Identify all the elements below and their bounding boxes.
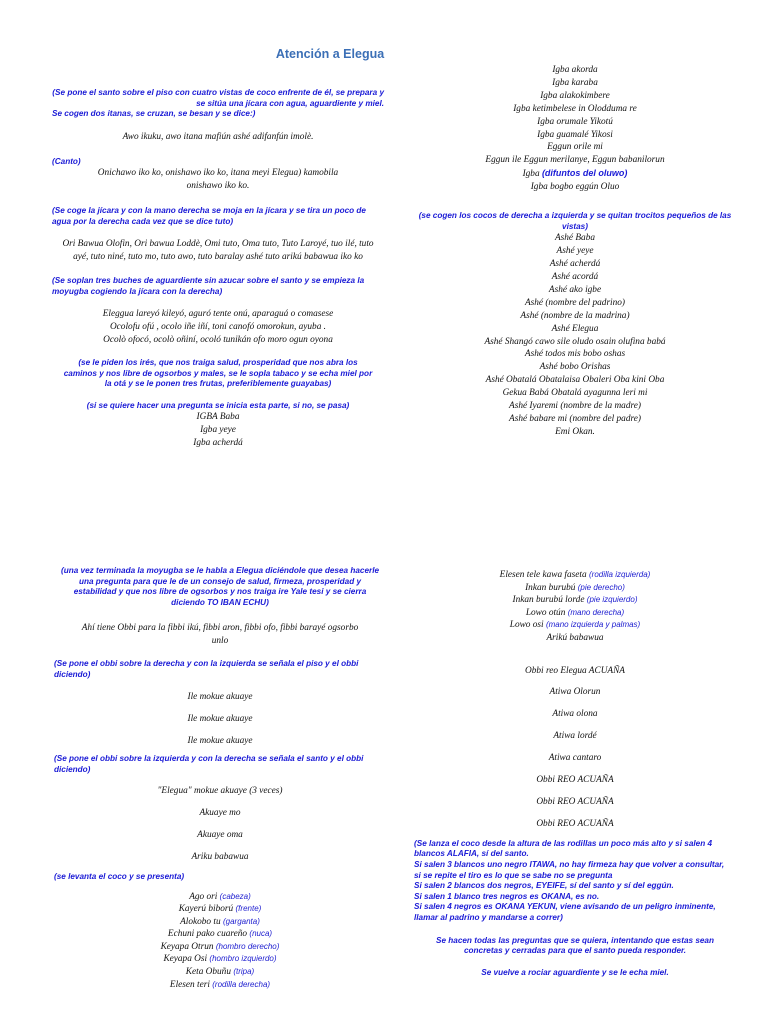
canto-note: (Canto) [52, 156, 81, 166]
igba-block-1 [52, 411, 384, 450]
body-term: Keyapa Otrun [160, 941, 214, 952]
difuntos-note: (difuntos del oluwo) [541, 168, 628, 179]
ile-line: Ile mokue akuaye [187, 692, 253, 703]
akuaye-line: Akuaye oma [197, 830, 243, 841]
soplan-note: (Se soplan tres buches de aguardiente sin azucar sobre el santo y se empieza la moyugba cogiendo la jícara con la derecha) [52, 276, 365, 296]
ashe-line: Ashé yeye [556, 246, 594, 257]
body-note: (cabeza) [219, 891, 251, 901]
body-term: Kayerú biború [178, 904, 234, 915]
body-term: Inkan burubú [525, 582, 576, 593]
igba-block-2 [410, 64, 740, 194]
body-line [54, 903, 386, 916]
rociar-note: Se vuelve a rociar aguardiente y se le echa miel. [481, 967, 669, 977]
akuaye-line: Akuaye mo [199, 808, 241, 819]
eleggua-block [52, 308, 384, 347]
body-term: Keyapa Osi [163, 954, 208, 965]
body-line [410, 619, 740, 632]
body-line [54, 891, 386, 904]
eleggua-line: Ocolofu ofú , ocolo iñe iñí, toni canofó omorokun, ayuba . [109, 322, 327, 333]
izquierda-note: (Se pone el obbi sobre la izquierda y con la derecha se señala el santo y el obbi diciendo) [54, 754, 364, 774]
body-note: (rodilla derecha) [212, 979, 271, 989]
body-line [54, 966, 386, 979]
atiwa-line: Atiwa cantaro [548, 753, 602, 764]
ile-line: Ile mokue akuaye [187, 736, 253, 747]
derecha-note: (Se pone el obbi sobre la derecha y con la izquierda se señala el piso y el obbi diciendo) [54, 659, 359, 679]
lanza-line: Si salen 2 blancos dos negros, EYEIFE, sí del santo y sí del eggún. [414, 881, 674, 891]
pregunta-note: (si se quiere hacer una pregunta se inicia esta parte, si no, se pasa) [86, 400, 350, 410]
column-bottom-right [410, 569, 740, 978]
cocos-note: (se cogen los cocos de derecha a izquierda y se quitan trocitos pequeños de las vistas) [418, 211, 732, 231]
igba-word: Igba [522, 169, 540, 180]
body-line [54, 953, 386, 966]
ashe-line: Ashé acordá [551, 271, 599, 282]
acuana-line: Obbi REO ACUAÑA [536, 818, 614, 829]
akuaye-line: Ariku babawua [191, 852, 249, 862]
ashe-line: Ashé bobo Orishas [539, 362, 611, 373]
body-line [54, 916, 386, 929]
eleggua-line: Eleggua lareyó kileyó, aguró tente onú, aparaguá o comasese [102, 309, 334, 320]
ashe-line: Ashé acherdá [549, 259, 601, 270]
lanza-line: si se repite el tiro es lo que se sabe no se pregunta [414, 870, 613, 880]
body-term: Ago ori [189, 891, 218, 902]
lanza-line: llamar al padrino y mandarse a correr) [414, 912, 563, 922]
body-term: Lowo otún [525, 607, 566, 618]
lanza-line: Si salen 4 negros es OKANA YEKUN, viene avisando de un peligro inminente, [414, 902, 716, 912]
acuana-line: Obbi REO ACUAÑA [536, 797, 614, 807]
body-note: (mano derecha) [567, 607, 625, 617]
body-line [410, 594, 740, 607]
page-title: Atención a Elegua [275, 47, 385, 61]
ashe-block [410, 232, 740, 439]
ashe-line: Ashé Obatalá Obatalaisa Obaleri Oba kini Oba [485, 375, 665, 386]
ashe-line: Ashé todos mis bobo oshas [524, 349, 626, 360]
ires-note: (se le piden los irés, que nos traiga salud, prosperidad que nos abra los caminos y nos libre de ogsorbos y males, se le sopla tabaco y se echa miel por la otá y se le ponen tres frutas, preferiblemente guayabas) [63, 358, 373, 389]
body-term: Inkan burubú lorde [512, 595, 585, 606]
ashe-line: Ashé Shangó cawo sile oludo osain olufina babá [484, 336, 666, 347]
body-term: Keta Obuñu [185, 967, 231, 978]
moyugba-note: (una vez terminada la moyugba se le habla a Elegua diciéndole que desea hacerle una pregunta para que le de un consejo de salud, firmeza, prosperidad y estabilidad y que nos libre de ogsorbos y nos traiga ire Yale tesi y se cierra diciendo TO IBAN ECHU) [60, 566, 380, 607]
jicara-note: (Se coge la jícara y con la mano derecha se moja en la jícara y se tira un poco de agua por la derecha cada vez que se dice tuto) [52, 206, 366, 226]
body-list-1 [54, 891, 386, 992]
ori-text: Ori Bawua Olofin, Ori bawua Loddè, Omi tuto, Oma tuto, Tuto Laroyé, tuo ilé, tuto ayé, tuto niné, tuto mo, tuto awo, tuto baralay ashé tuto arikú babawua iko ko [62, 239, 374, 263]
body-note: (mano izquierda y palmas) [545, 620, 641, 630]
ashe-line: Ashé (nombre del padrino) [524, 297, 626, 308]
awo-text: Awo ikuku, awo itana mafiún ashé adifanfún imolè. [122, 131, 314, 142]
atiwa-line: Atiwa Olorun [549, 687, 601, 698]
atiwa-line: Atiwa lordé [553, 731, 597, 742]
igba-line: Eggun orile mi [547, 142, 603, 153]
onichawo-line-b: ) kamobila onishawo iko ko. [186, 168, 339, 192]
body-note: (pie izquierdo) [586, 595, 638, 605]
column-bottom-left [54, 566, 386, 991]
levanta-note: (se levanta el coco y se presenta) [54, 871, 185, 881]
ile-line: Ile mokue akuaye [187, 714, 253, 725]
ashe-line: Ashé (nombre de la madrina) [520, 310, 630, 321]
onichawo-line-a: Onichawo iko ko, onishawo iko ko, itana meyi Elegua [97, 168, 299, 179]
lanza-line: blancos ALAFIA, sí del santo. [414, 849, 529, 859]
igba-line: Igba ketimbelese in Olodduma re [513, 103, 637, 114]
ashe-line: Gekua Babá Obatalá ayagunna leri mi [502, 388, 648, 399]
ariku-line: Arikú babawua [546, 632, 604, 643]
lanza-line: Si salen 3 blancos uno negro ITAWA, no hay firmeza hay que volver a consultar, [414, 860, 725, 869]
intro-note: (Se pone el santo sobre el piso con cuatro vistas de coco enfrente de él, se prepara y se sitúa una jícara con agua, aguardiente y miel. [52, 88, 384, 108]
body-term: Elesen teri [169, 979, 210, 990]
body-note: (hombro izquierdo) [209, 954, 277, 964]
igba-line: Igba bogbo eggún Oluo [530, 182, 620, 193]
igba-line: Igba acherdá [193, 438, 243, 449]
igba-line: Eggun ile Eggun merilanye, Eggun babanilorun [485, 155, 665, 166]
igba-line: Igba akorda [552, 65, 598, 75]
ahi-text: Ahí tiene Obbi para la fibbi ikú, fibbi aron, fibbi ofo, fibbi barayé ogsorbo unlo [81, 623, 359, 647]
body-note: (hombro derecho) [215, 941, 280, 951]
igba-line: Igba orumale Yikotú [537, 116, 613, 127]
igba-line: Igba karaba [552, 77, 598, 88]
body-note: (tripa) [233, 967, 255, 977]
body-line [410, 569, 740, 582]
body-term: Alokobo tu [180, 916, 221, 927]
body-list-2 [410, 569, 740, 645]
acuana-line: Obbi REO ACUAÑA [536, 775, 614, 786]
body-note: (frente) [235, 904, 262, 914]
ashe-line: Ashé Elegua [551, 323, 599, 334]
lanza-line: Si salen 1 blanco tres negros es OKANA, es no. [414, 891, 600, 901]
igba-line: Igba yeye [200, 425, 236, 436]
body-line [54, 928, 386, 941]
ashe-line: Ashé Baba [554, 233, 596, 244]
onichawo-text [52, 167, 384, 193]
column-top-left [52, 88, 384, 450]
atiwa-line: Atiwa olona [552, 709, 598, 720]
body-line [410, 582, 740, 595]
eleggua-line: Ocolò ofocó, ocolò oñiní, ocoló tunikán ofo moro ogun oyona [103, 335, 333, 346]
column-top-right [410, 64, 740, 439]
body-term: Elesen tele kawa faseta [499, 570, 587, 580]
body-line [410, 607, 740, 620]
lanza-note [414, 839, 740, 924]
body-term: Lowo osi [509, 620, 544, 631]
body-note: (nuca) [249, 929, 273, 939]
preguntas-note: Se hacen todas las preguntas que se quiera, intentando que estas sean concretas y cerradas para que el santo pueda responder. [435, 935, 714, 956]
elegua-akuaye-text: "Elegua" mokue akuaye (3 veces) [157, 786, 283, 797]
body-line [54, 941, 386, 954]
obbi-reo-line: Obbi reo Elegua ACUAÑA [525, 665, 625, 676]
body-note: (rodilla izquierda) [588, 570, 651, 579]
body-term: Echuni pako cuareño [167, 929, 248, 940]
body-note: (pie derecho) [577, 582, 625, 592]
body-note: (garganta) [222, 916, 260, 926]
body-line [54, 979, 386, 992]
lanza-line: (Se lanza el coco desde la altura de las rodillas un poco más alto y si salen 4 [414, 838, 713, 848]
ashe-line: Emi Okan. [555, 426, 595, 437]
ashe-line: Ashé babare mi (nombre del padre) [509, 413, 641, 424]
igba-line: Igba guamalé Yikosi [537, 129, 613, 140]
ashe-line: Ashé ako igbe [548, 284, 602, 295]
itanas-note: Se cogen dos itanas, se cruzan, se besan y se dice:) [52, 109, 256, 119]
ashe-line: Ashé Iyaremi (nombre de la madre) [509, 401, 641, 412]
igba-difuntos-line [410, 167, 740, 181]
igba-line: IGBA Baba [196, 412, 240, 423]
igba-line: Igba alakokimbere [540, 90, 610, 101]
